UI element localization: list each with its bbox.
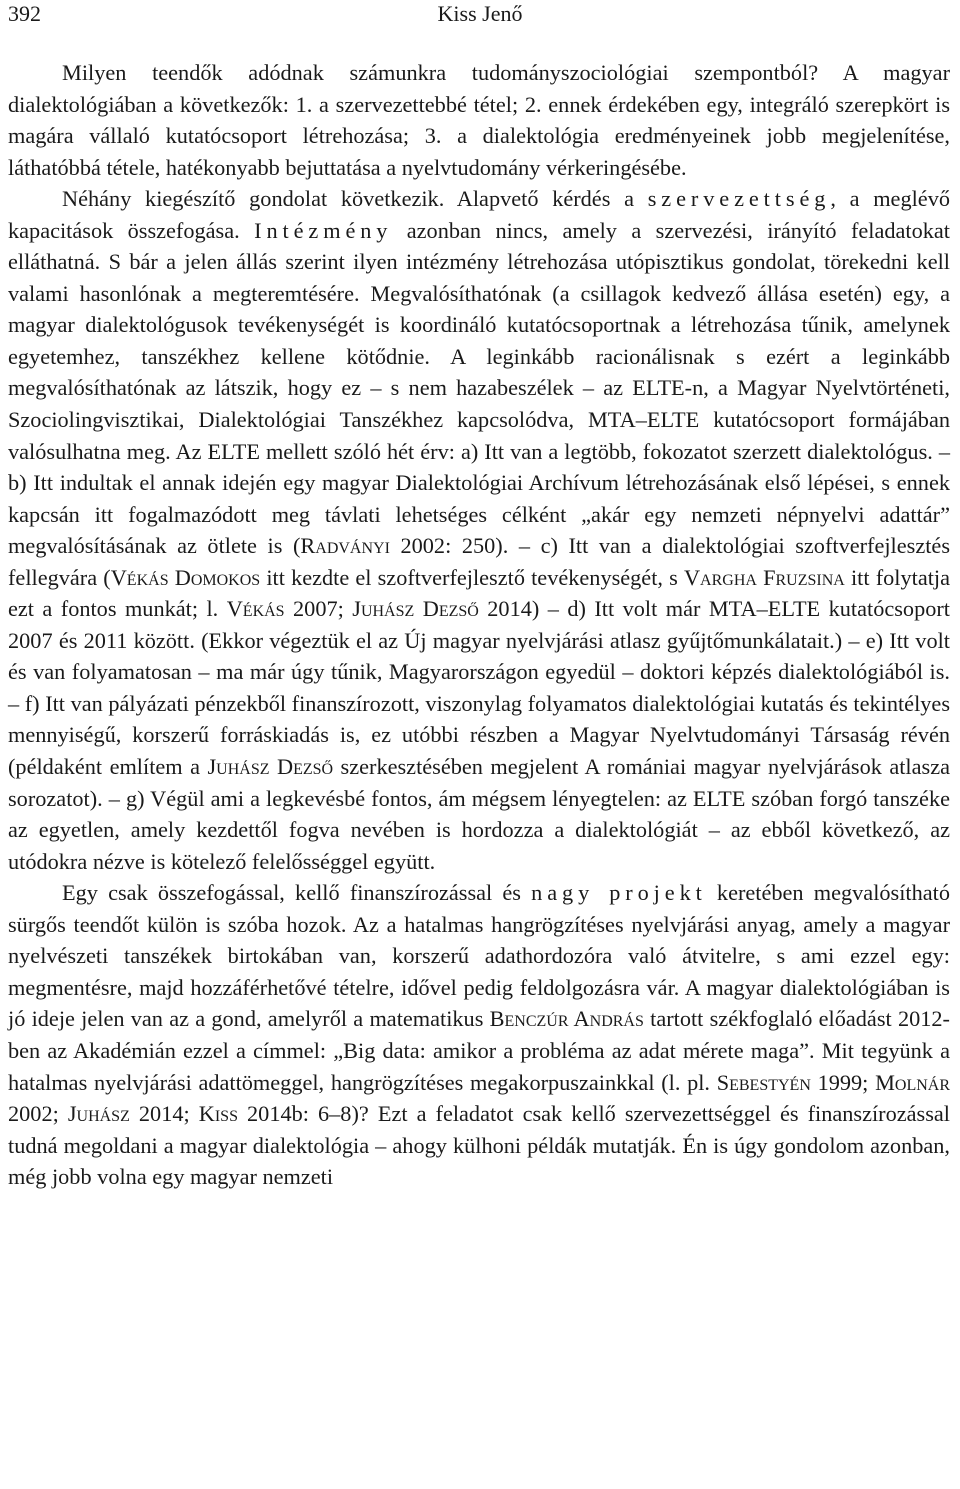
running-head: Kiss Jenő [437,1,523,26]
text-run: tartott székfoglaló előadást 2012-ben az Akadémián ezzel a címmel: „Big data: amikor a probléma az adat mérete maga”. Mit tegyünk a hatalmas nyelvjárási adattömeggel, hangrögzítéses megakorpuszainkkal (l. pl. [8,1006,950,1095]
text-run: Egy csak összefogással, kellő finanszírozással és [62,880,532,906]
author-name: Radványi [300,533,390,559]
author-name: Juhász [67,1101,130,1127]
text-run: 2014; [129,1101,199,1127]
page-number: 392 [8,1,41,26]
text-run: szerkesztésében megjelent A romániai magyar nyelvjárások atlasza sorozatot). – g) Végül ami a legkevésbé fontos, ám mégsem lényegtelen: az ELTE szóban forgó tanszéke az egyetlen, amely kezdettől fogva nevében is hordozza a dialektológiát – az ebből következő, az utódokra nézve is kötelező felelősséggel együtt. [8,754,950,874]
paragraph [8,877,950,1192]
author-name: Kiss [198,1101,238,1127]
spaced-emphasis: nagy projekt [531,880,707,906]
body-text [8,57,950,1193]
author-name: Vargha Fruzsina [683,564,845,590]
author-name: Molnár [875,1069,950,1095]
text-run: keretében megvalósítható sürgős teendőt külön is szóba hozok. Az a hatalmas hangrögzítéses nyelvjárási anyag, amely a magyar nyelvészeti tanszékek birtokában van, korszerű adathordozóra való átvitelre, s ami ezzel egy: megmentésre, majd hozzáférhetővé tételre, idővel pedig feldolgozásra vár. A magyar dialektológiában is jó ideje jelen van az a gond, amelyről a matematikus [8,880,950,1032]
page-header [8,0,952,30]
text-run: azonban nincs, amely a szervezési, irányító feladatokat elláthatná. S bár a jelen állás szerint ilyen intézmény létrehozása utópisztikus gondolat, törekedni kell valami hasonlónak a megteremtésére. Megvalósíthatónak (a csillagok kedvező állása esetén) egy, a magyar dialektológusok tevékenységét is koordináló kutatócsoportnak a létrehozása tűnik, amelynek egyetemhez, tanszékhez kellene kötődnie. A leginkább racionálisnak s ezért a leginkább megvalósíthatónak az látszik, hogy ez – s nem hazabeszélek – az ELTE-n, a Magyar Nyelvtörténeti, Szociolingvisztikai, Dialektológiai Tanszékhez kapcsolódva, MTA–ELTE kutatócsoport formájában valósulhatna meg. Az ELTE mellett szóló hét érv: a) Itt van a legtöbb, fokozatot szerzett dialektológus. – b) Itt indultak el annak idején egy magyar Dialektológiai Archívum létrehozásának első lépései, s ennek kapcsán itt fogalmazódott meg távlati lehetséges célként „akár egy nemzeti népnyelvi adattár” megvalósításának az ötlete is ( [8,217,950,559]
text-run: Néhány kiegészítő gondolat következik. Alapvető kérdés a [62,186,648,212]
text-run: 1999; [810,1069,876,1095]
text-run: 2002; [8,1101,68,1127]
paragraph [8,183,950,877]
author-name: Juhász Dezső [207,754,334,780]
paragraph [8,57,950,183]
author-name: Benczúr András [489,1006,644,1032]
author-name: Vékás [226,596,285,622]
text-run: itt folytatja ezt a fontos munkát; l. [8,564,950,622]
text-run: 2002: 250). – c) Itt van a dialektológiai szoftverfejlesztés fellegvára ( [8,533,950,590]
spaced-emphasis: szervezettség [647,186,831,212]
text-run: 2014b: 6–8)? Ezt a feladatot csak kellő szervezettséggel és finanszírozással tudná megoldani a magyar dialektológia – ahogy külhoni példák mutatják. Én is úgy gondolom azonban, még jobb volna egy magyar nemzeti [8,1101,950,1190]
author-name: Sebestyén [716,1069,811,1095]
text-run: Milyen teendők adódnak számunkra tudományszociológiai szempontból? A magyar dialektológiában a következők: 1. a szervezettebbé tétel; 2. ennek érdekében egy, integráló szerepkört is magára vállaló kutatócsoport létrehozása; 3. a dialektológia eredményeinek jobb megjelenítése, láthatóbbá tétele, hatékonyabb bejuttatása a nyelvtudomány vérkeringésébe. [8,60,950,180]
text-run: , a meglévő kapacitások összefogása. [8,186,950,243]
text-run: 2014) – d) Itt volt már MTA–ELTE kutatócsoport 2007 és 2011 között. (Ekkor végeztük el az Új magyar nyelvjárási atlasz gyűjtőmunkálatait.) – e) Itt volt és van folyamatosan – ma már úgy tűnik, Magyarországon egyedül – doktori képzés dialektológiából is. – f) Itt van pályázati pénzekből finanszírozott, viszonylag folyamatos dialektológiai kutatás és tekintélyes mennyiségű, korszerű forráskiadás is, ez utóbbi részben a Magyar Nyelvtudományi Társaság révén (példaként említem a [8,596,950,780]
text-run: itt kezdte el szoftverfejlesztő tevékenységét, s [260,564,684,590]
author-name: Juhász Dezső [352,596,479,622]
text-run: 2007; [284,596,353,622]
author-name: Vékás Domokos [110,564,261,590]
spaced-emphasis: Intézmény [254,217,393,243]
